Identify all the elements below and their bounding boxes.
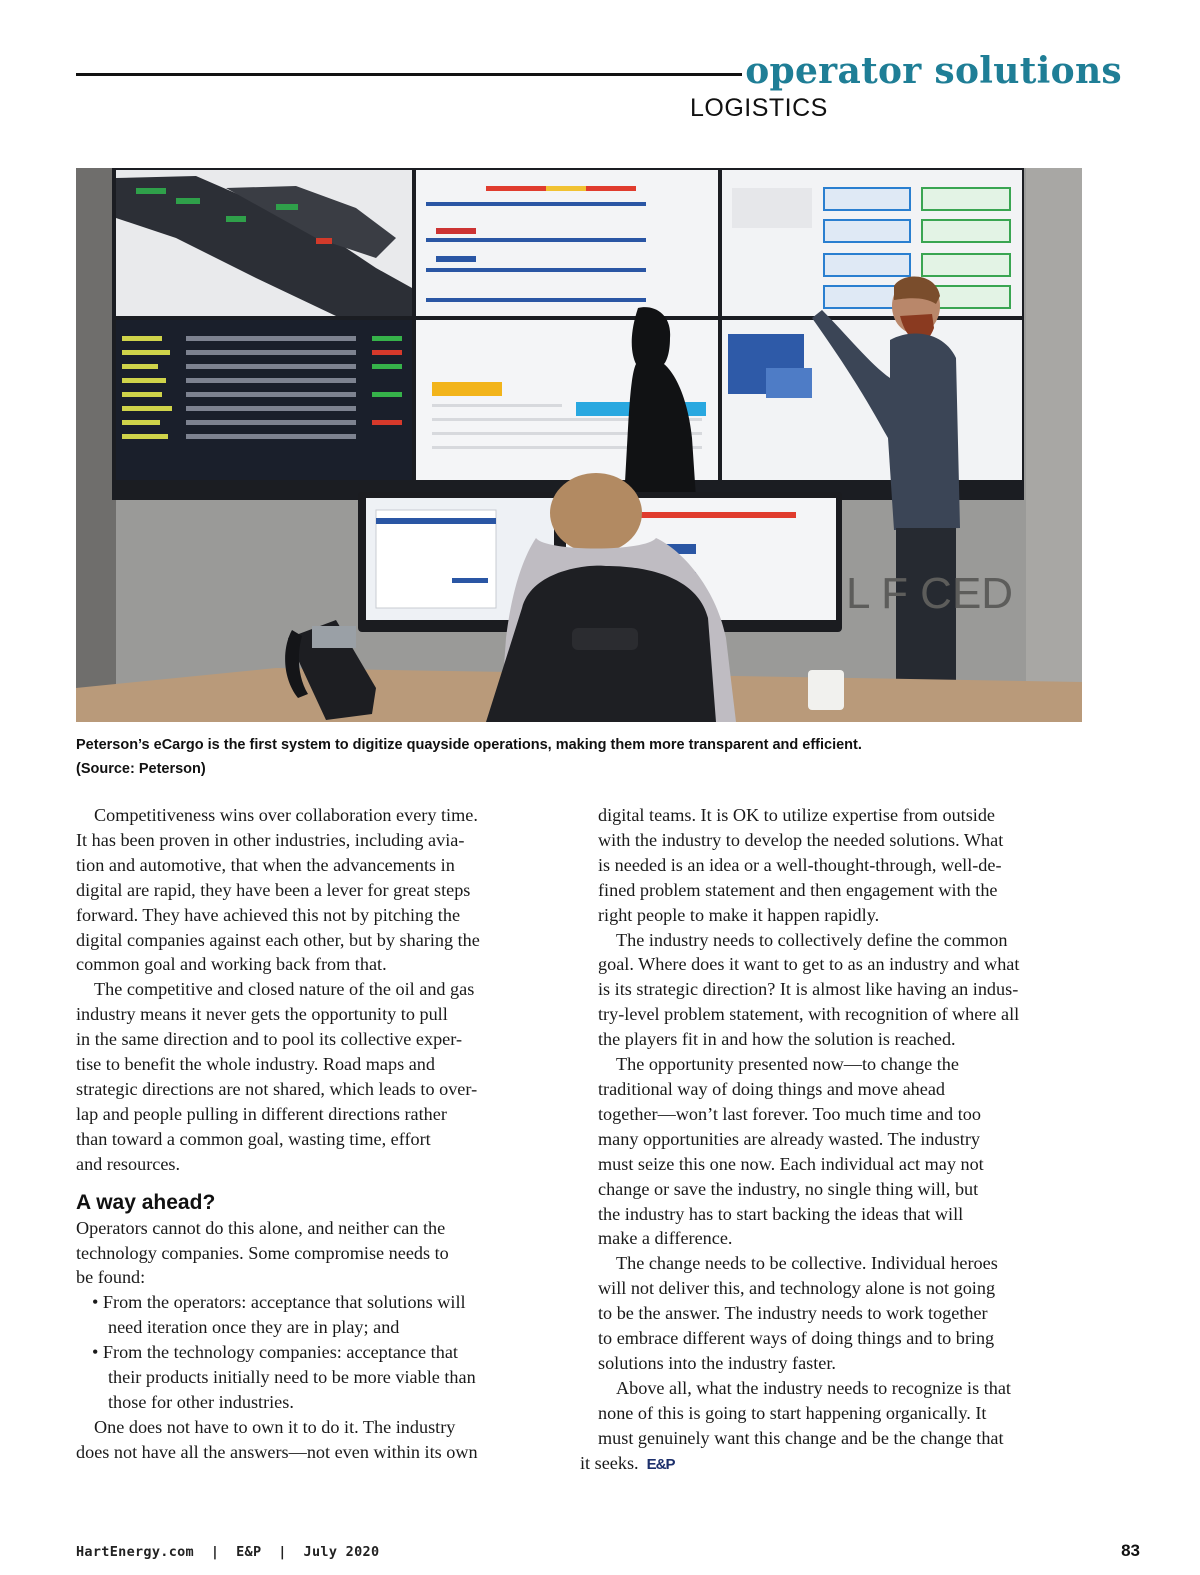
- text-line: The change needs to be collective. Individual heroes: [616, 1253, 998, 1274]
- paragraph: [76, 1415, 566, 1465]
- text-line: the players fit in and how the solution is reached.: [598, 1029, 956, 1050]
- text-line: lap and people pulling in different directions rather: [76, 1103, 447, 1124]
- article-column-right: [580, 803, 1088, 1477]
- text-line: digital teams. It is OK to utilize expertise from outside: [598, 805, 996, 825]
- text-line: common goal and working back from that.: [76, 954, 387, 975]
- text-line: to be the answer. The industry needs to work together: [598, 1303, 988, 1324]
- text-line: fined problem statement and then engagement with the: [598, 879, 998, 900]
- text-line: try-level problem statement, with recognition of where all: [598, 1004, 1020, 1025]
- text-line: • From the technology companies: acceptance that: [92, 1342, 458, 1363]
- subsection-title: LOGISTICS: [690, 94, 828, 122]
- figure-caption: [76, 733, 1086, 781]
- text-line: • From the operators: acceptance that solutions will: [92, 1292, 466, 1313]
- control-room-photo: [76, 168, 1082, 722]
- text-line: is its strategic direction? It is almost like having an indus-: [598, 979, 1019, 1000]
- text-line: It has been proven in other industries, including avia-: [76, 829, 465, 850]
- header-rule: [76, 73, 742, 76]
- text-line: in the same direction and to pool its collective exper-: [76, 1029, 462, 1050]
- text-line: right people to make it happen rapidly.: [598, 904, 880, 925]
- text-line: must seize this one now. Each individual act may not: [598, 1153, 984, 1174]
- paragraph: [598, 1052, 1088, 1251]
- text-line: with the industry to develop the needed solutions. What: [598, 829, 1004, 850]
- text-line: Operators cannot do this alone, and neither can the: [76, 1217, 446, 1238]
- list-item: [76, 1290, 566, 1340]
- text-line: is needed is an idea or a well-thought-through, well-de-: [598, 854, 1002, 875]
- text-line: The industry needs to collectively define the common: [616, 929, 1008, 950]
- footer-info: HartEnergy.com | E&P | July 2020: [76, 1544, 380, 1560]
- text-line: it seeks.: [580, 1452, 639, 1473]
- subheading: A way ahead?: [76, 1190, 216, 1214]
- text-line: the industry has to start backing the ideas that will: [598, 1203, 964, 1224]
- paragraph: [76, 803, 566, 977]
- text-line: digital companies against each other, but by sharing the: [76, 929, 480, 950]
- text-line: tise to benefit the whole industry. Road maps and: [76, 1054, 435, 1075]
- text-line: forward. They have achieved this not by pitching the: [76, 904, 461, 925]
- paragraph: [580, 1376, 1088, 1478]
- text-line: be found:: [76, 1267, 146, 1288]
- text-line: strategic directions are not shared, which leads to over-: [76, 1078, 478, 1099]
- article-column-left: [76, 803, 566, 1465]
- text-line: digital are rapid, they have been a lever for great steps: [76, 879, 471, 900]
- paragraph: [76, 977, 566, 1176]
- text-line: traditional way of doing things and move ahead: [598, 1078, 945, 1099]
- text-line: their products initially need to be more viable than: [108, 1367, 476, 1388]
- list-item: [76, 1340, 566, 1415]
- wall-lettering: L F CED: [846, 569, 1014, 618]
- text-line: must genuinely want this change and be the change that: [598, 1427, 1004, 1448]
- caption-text: Peterson’s eCargo is the first system to digitize quayside operations, making them more transparent and efficient.: [76, 737, 862, 753]
- section-title: operator solutions: [745, 50, 1122, 92]
- ep-end-logo: E&P: [646, 1455, 675, 1473]
- text-line: tion and automotive, that when the advancements in: [76, 854, 455, 875]
- text-line: many opportunities are already wasted. The industry: [598, 1128, 980, 1149]
- text-line: The opportunity presented now—to change the: [616, 1054, 959, 1075]
- text-line: does not have all the answers—not even within its own: [76, 1441, 478, 1462]
- text-line: those for other industries.: [108, 1391, 294, 1412]
- paragraph: [598, 1251, 1088, 1376]
- text-line: will not deliver this, and technology alone is not going: [598, 1278, 996, 1299]
- text-line: than toward a common goal, wasting time, effort: [76, 1128, 431, 1149]
- text-line: The competitive and closed nature of the oil and gas: [94, 979, 475, 1000]
- text-line: technology companies. Some compromise needs to: [76, 1242, 449, 1263]
- text-line: Competitiveness wins over collaboration every time.: [94, 805, 478, 825]
- caption-source: (Source: Peterson): [76, 761, 206, 777]
- paragraph: [76, 1216, 566, 1291]
- text-line: One does not have to own it to do it. The industry: [94, 1416, 456, 1437]
- text-line: industry means it never gets the opportunity to pull: [76, 1004, 448, 1025]
- text-line: Above all, what the industry needs to recognize is that: [616, 1377, 1011, 1398]
- paragraph: [598, 928, 1088, 1053]
- text-line: and resources.: [76, 1153, 181, 1174]
- text-line: goal. Where does it want to get to as an industry and what: [598, 954, 1020, 975]
- text-line: solutions into the industry faster.: [598, 1352, 836, 1373]
- bullet-list: [76, 1290, 566, 1415]
- text-line: to embrace different ways of doing things and to bring: [598, 1328, 995, 1349]
- text-line: change or save the industry, no single thing will, but: [598, 1178, 979, 1199]
- text-line: need iteration once they are in play; and: [108, 1317, 400, 1338]
- paragraph: [598, 803, 1088, 928]
- text-line: together—won’t last forever. Too much time and too: [598, 1103, 981, 1124]
- page-number: 83: [1121, 1541, 1140, 1560]
- text-line: none of this is going to start happening organically. It: [598, 1402, 987, 1423]
- text-line: make a difference.: [598, 1228, 733, 1249]
